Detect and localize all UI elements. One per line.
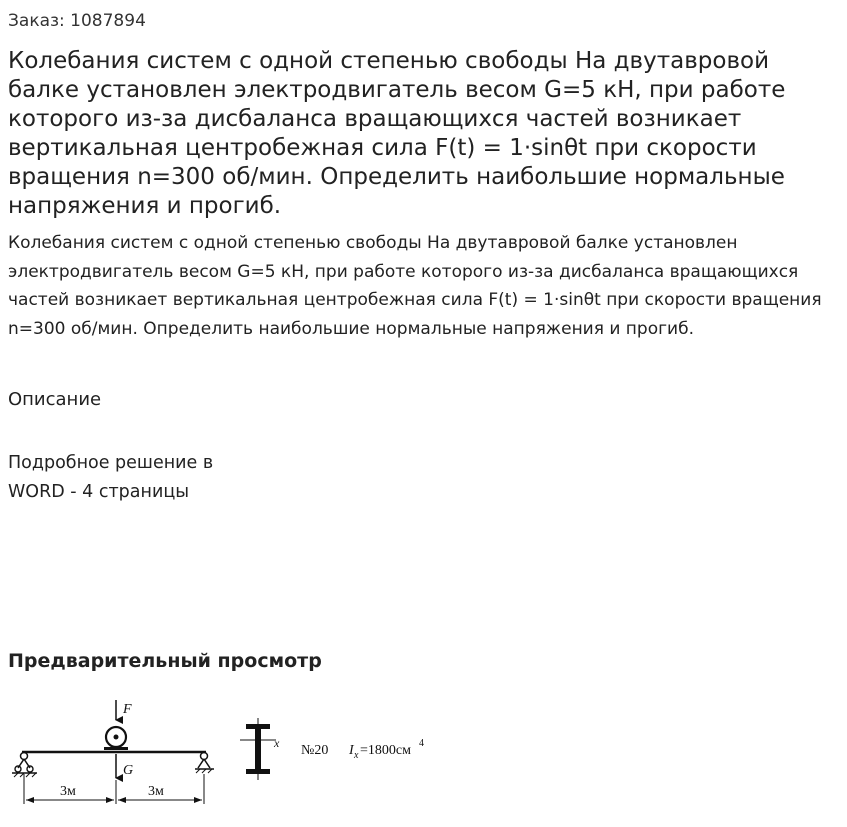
axis-label: x	[274, 736, 280, 750]
description-label: Описание	[8, 389, 102, 410]
span-left-label: 3м	[60, 784, 76, 799]
beam-diagram-svg	[10, 692, 440, 807]
order-number: Заказ: 1087894	[8, 11, 146, 31]
solution-info: Подробное решение в WORD - 4 страницы	[8, 453, 214, 502]
inertia-subscript: x	[354, 750, 359, 761]
dimension-lines	[24, 774, 204, 804]
preview-heading: Предварительный просмотр	[8, 650, 322, 672]
weight-label: G	[123, 763, 134, 778]
task-description: Колебания систем с одной степенью свободы На двутавровой балке установлен электродвигатель весом G=5 кН, при работе которого из-за дисбаланса вращающихся частей возникает вертикальная центробежная сила F(t) = 1·sinθt при скорости вращения n=300 об/мин. Определить наибольшие нормальные напряжения и прогиб.	[8, 233, 822, 340]
preview-diagram	[10, 692, 440, 811]
left-support-icon	[12, 753, 37, 778]
motor-icon	[104, 727, 128, 750]
inertia-exponent: 4	[419, 738, 424, 749]
span-right-label: 3м	[148, 784, 164, 799]
profile-number: №20	[301, 743, 329, 758]
inertia-symbol: I	[349, 743, 354, 758]
i-beam-section-icon	[240, 718, 276, 780]
right-support-icon	[195, 753, 214, 774]
force-label: F	[123, 702, 132, 717]
task-title: Колебания систем с одной степенью свободы На двутавровой балке установлен электродвигатель весом G=5 кН, при работе которого из-за дисбаланса вращающихся частей возникает вертикальная центробежная сила F(t) = 1·sinθt при скорости вращения n=300 об/мин. Определить наибольшие нормальные напряжения и прогиб.	[8, 48, 786, 219]
inertia-value: =1800см	[360, 743, 411, 758]
